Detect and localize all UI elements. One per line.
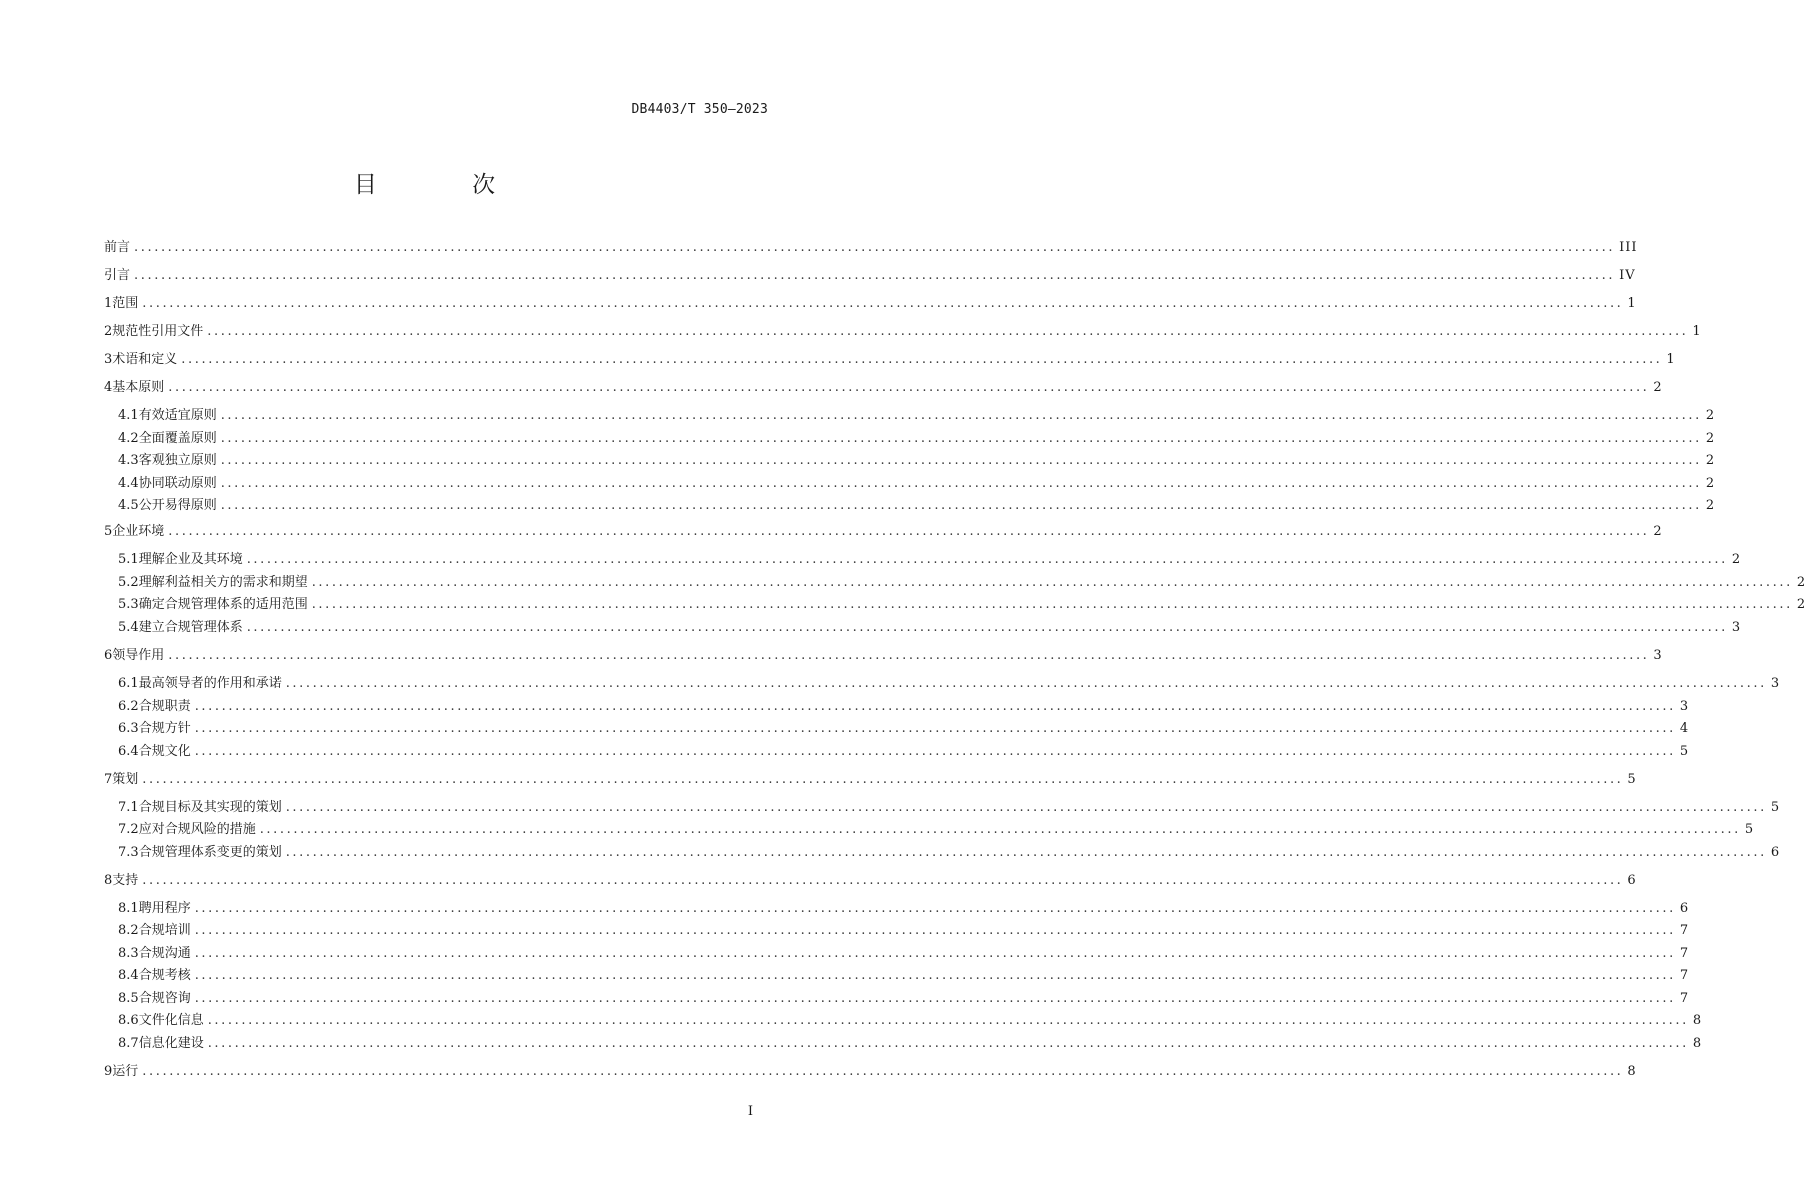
toc-entry[interactable] [104, 520, 1663, 540]
toc-entry-page: 7 [1679, 946, 1690, 961]
toc-entry-number: 9 [104, 1064, 113, 1079]
toc-entry-label: 合规管理体系变更的策划 [138, 845, 282, 860]
toc-dot-leader: ............................................................................................................................................................................................................................ [220, 498, 1702, 513]
toc-entry-page: 1 [1666, 352, 1676, 367]
toc-entry-label: 合规职责 [138, 699, 191, 714]
toc-entry[interactable] [118, 571, 1806, 591]
toc-entry-page: 3 [1679, 699, 1690, 714]
toc-entry-label: 企业环境 [112, 524, 165, 539]
toc-entry[interactable] [118, 919, 1690, 939]
toc-entry-page: 2 [1705, 476, 1716, 491]
toc-entry-label: 确定合规管理体系的适用范围 [138, 597, 308, 612]
toc-entry-page: III [1619, 240, 1638, 255]
toc-entry-label: 运行 [112, 1064, 139, 1079]
toc-dot-leader: ............................................................................................................................................................................................................................ [181, 352, 1663, 367]
toc-entry[interactable] [118, 472, 1716, 492]
toc-entry-label: 协同联动原则 [138, 476, 217, 491]
toc-dot-leader: ............................................................................................................................................................................................................................ [285, 845, 1767, 860]
toc-entry-page: 7 [1679, 923, 1690, 938]
toc-dot-leader: ............................................................................................................................................................................................................................ [142, 873, 1624, 888]
toc-entry-label: 合规沟通 [138, 946, 191, 961]
toc-entry-number: 8 [104, 873, 113, 888]
toc-entry-number: 1 [104, 296, 113, 311]
toc-entry-label: 支持 [112, 873, 139, 888]
toc-entry-page: 2 [1705, 498, 1716, 513]
toc-entry-label: 应对合规风险的措施 [138, 822, 256, 837]
document-code: DB4403/T 350—2023 [631, 102, 768, 117]
toc-entry-number: 5.1 [118, 552, 139, 567]
toc-entry-label: 领导作用 [112, 648, 165, 663]
toc-entry[interactable] [118, 616, 1742, 636]
toc-dot-leader: ............................................................................................................................................................................................................................ [142, 296, 1624, 311]
toc-entry-label: 引言 [104, 268, 131, 283]
toc-entry-label: 合规方针 [138, 721, 191, 736]
toc-entry-label: 策划 [112, 772, 139, 787]
toc-entry-number: 8.3 [118, 946, 139, 961]
toc-dot-leader: ............................................................................................................................................................................................................................ [168, 524, 1650, 539]
toc-entry-page: 7 [1679, 968, 1690, 983]
page-number: I [747, 1104, 753, 1119]
toc-entry[interactable] [118, 717, 1690, 737]
toc-entry-page: 7 [1679, 991, 1690, 1006]
toc-entry-label: 合规目标及其实现的策划 [138, 800, 282, 815]
toc-entry[interactable] [104, 869, 1637, 889]
toc-dot-leader: ............................................................................................................................................................................................................................ [142, 1064, 1624, 1079]
toc-entry-number: 5.2 [118, 575, 139, 590]
toc-dot-leader: ............................................................................................................................................................................................................................ [194, 968, 1676, 983]
toc-entry[interactable] [118, 818, 1755, 838]
toc-entry-label: 理解企业及其环境 [138, 552, 243, 567]
toc-entry[interactable] [104, 1060, 1637, 1080]
toc-dot-leader: ............................................................................................................................................................................................................................ [142, 772, 1624, 787]
toc-entry-label: 建立合规管理体系 [138, 620, 243, 635]
toc-entry[interactable] [104, 292, 1637, 312]
toc-entry[interactable] [118, 942, 1690, 962]
toc-entry[interactable] [118, 1009, 1703, 1029]
toc-entry-page: 5 [1770, 800, 1781, 815]
toc-entry-page: 5 [1679, 744, 1690, 759]
toc-dot-leader: ............................................................................................................................................................................................................................ [194, 721, 1676, 736]
toc-dot-leader: ............................................................................................................................................................................................................................ [194, 991, 1676, 1006]
toc-entry[interactable] [104, 644, 1663, 664]
toc-entry-number: 8.7 [118, 1036, 139, 1051]
toc-entry-number: 7.2 [118, 822, 139, 837]
toc-entry[interactable] [118, 1032, 1703, 1052]
toc-dot-leader: ............................................................................................................................................................................................................................ [194, 744, 1676, 759]
toc-entry-page: 2 [1653, 380, 1663, 395]
toc-entry[interactable] [118, 841, 1781, 861]
toc-entry-label: 信息化建设 [138, 1036, 204, 1051]
toc-entry-page: 5 [1744, 822, 1755, 837]
toc-dot-leader: ............................................................................................................................................................................................................................ [246, 620, 1728, 635]
toc-entry-label: 合规文化 [138, 744, 191, 759]
toc-entry[interactable] [118, 593, 1806, 613]
toc-entry[interactable] [118, 987, 1690, 1007]
toc-entry[interactable] [118, 548, 1742, 568]
toc-entry-page: 1 [1692, 324, 1702, 339]
toc-dot-leader: ............................................................................................................................................................................................................................ [259, 822, 1741, 837]
toc-entry[interactable] [118, 695, 1690, 715]
toc-entry-number: 6 [104, 648, 113, 663]
toc-entry-number: 4.4 [118, 476, 139, 491]
toc-dot-leader: ............................................................................................................................................................................................................................ [285, 800, 1767, 815]
toc-entry-number: 8.1 [118, 901, 139, 916]
toc-dot-leader: ............................................................................................................................................................................................................................ [168, 380, 1650, 395]
toc-entry-page: 6 [1679, 901, 1690, 916]
toc-dot-leader: ............................................................................................................................................................................................................................ [194, 699, 1676, 714]
toc-entry-page: 2 [1731, 552, 1742, 567]
toc-title: 目 次 [353, 172, 540, 198]
toc-entry[interactable] [118, 449, 1716, 469]
toc-entry-page: 2 [1705, 408, 1716, 423]
toc-dot-leader: ............................................................................................................................................................................................................................ [220, 431, 1702, 446]
toc-entry-number: 8.2 [118, 923, 139, 938]
toc-dot-leader: ............................................................................................................................................................................................................................ [311, 597, 1793, 612]
toc-dot-leader: ............................................................................................................................................................................................................................ [194, 901, 1676, 916]
toc-dot-leader: ............................................................................................................................................................................................................................ [220, 453, 1702, 468]
toc-dot-leader: ............................................................................................................................................................................................................................ [194, 923, 1676, 938]
toc-entry-page: 5 [1627, 772, 1637, 787]
toc-entry-number: 7.1 [118, 800, 139, 815]
toc-entry-number: 4.2 [118, 431, 139, 446]
toc-entry-number: 4 [104, 380, 113, 395]
toc-entry-number: 5.3 [118, 597, 139, 612]
toc-entry-page: IV [1619, 268, 1636, 283]
toc-entry-page: 8 [1627, 1064, 1637, 1079]
toc-entry[interactable] [104, 264, 1636, 284]
toc-entry-label: 聘用程序 [138, 901, 191, 916]
toc-entry-number: 6.3 [118, 721, 139, 736]
toc-entry-label: 公开易得原则 [138, 498, 217, 513]
toc-entry[interactable] [104, 236, 1638, 256]
toc-dot-leader: ............................................................................................................................................................................................................................ [285, 676, 1767, 691]
toc-entry[interactable] [104, 768, 1637, 788]
toc-dot-leader: ............................................................................................................................................................................................................................ [220, 408, 1702, 423]
toc-entry-number: 4.3 [118, 453, 139, 468]
toc-entry-number: 2 [104, 324, 113, 339]
toc-entry-label: 合规考核 [138, 968, 191, 983]
toc-entry-number: 3 [104, 352, 113, 367]
toc-entry-label: 文件化信息 [138, 1013, 204, 1028]
toc-entry-label: 合规培训 [138, 923, 191, 938]
toc-entry[interactable] [104, 320, 1702, 340]
toc-entry-number: 5 [104, 524, 113, 539]
toc-entry[interactable] [118, 672, 1781, 692]
toc-entry-number: 8.6 [118, 1013, 139, 1028]
toc-entry-page: 8 [1692, 1036, 1703, 1051]
toc-entry-page: 3 [1731, 620, 1742, 635]
toc-entry-page: 6 [1770, 845, 1781, 860]
toc-entry-label: 最高领导者的作用和承诺 [138, 676, 282, 691]
toc-entry-number: 6.2 [118, 699, 139, 714]
toc-entry[interactable] [104, 348, 1676, 368]
toc-entry-page: 2 [1796, 597, 1806, 612]
toc-dot-leader: ............................................................................................................................................................................................................................ [220, 476, 1702, 491]
toc-entry[interactable] [118, 964, 1690, 984]
toc-dot-leader: ............................................................................................................................................................................................................................ [207, 324, 1689, 339]
toc-entry-page: 2 [1796, 575, 1806, 590]
toc-entry-number: 4.5 [118, 498, 139, 513]
toc-entry-number: 8.4 [118, 968, 139, 983]
toc-entry-page: 3 [1653, 648, 1663, 663]
toc-entry[interactable] [118, 404, 1716, 424]
toc-entry-number: 7 [104, 772, 113, 787]
toc-entry-page: 8 [1692, 1013, 1703, 1028]
toc-dot-leader: ............................................................................................................................................................................................................................ [168, 648, 1650, 663]
toc-entry-label: 术语和定义 [112, 352, 178, 367]
toc-entry[interactable] [118, 494, 1716, 514]
toc-entry-number: 5.4 [118, 620, 139, 635]
toc-entry-page: 6 [1627, 873, 1637, 888]
toc-dot-leader: ............................................................................................................................................................................................................................ [207, 1013, 1689, 1028]
toc-entry[interactable] [104, 376, 1663, 396]
toc-dot-leader: ............................................................................................................................................................................................................................ [246, 552, 1728, 567]
toc-entry[interactable] [118, 796, 1781, 816]
toc-entry-number: 7.3 [118, 845, 139, 860]
toc-entry-label: 前言 [104, 240, 131, 255]
toc-dot-leader: ............................................................................................................................................................................................................................ [134, 240, 1616, 255]
toc-entry-label: 全面覆盖原则 [138, 431, 217, 446]
toc-entry-page: 1 [1627, 296, 1637, 311]
toc-entry-label: 基本原则 [112, 380, 165, 395]
toc-entry-label: 理解利益相关方的需求和期望 [138, 575, 308, 590]
toc-entry-number: 6.1 [118, 676, 139, 691]
toc-entry-number: 6.4 [118, 744, 139, 759]
toc-entry-label: 有效适宜原则 [138, 408, 217, 423]
toc-dot-leader: ............................................................................................................................................................................................................................ [207, 1036, 1689, 1051]
toc-entry[interactable] [118, 427, 1716, 447]
toc-entry-number: 8.5 [118, 991, 139, 1006]
toc-entry-label: 客观独立原则 [138, 453, 217, 468]
toc-dot-leader: ............................................................................................................................................................................................................................ [194, 946, 1676, 961]
toc-entry-page: 3 [1770, 676, 1781, 691]
toc-entry-number: 4.1 [118, 408, 139, 423]
toc-entry[interactable] [118, 897, 1690, 917]
toc-dot-leader: ............................................................................................................................................................................................................................ [311, 575, 1793, 590]
toc-entry[interactable] [118, 740, 1690, 760]
toc-entry-page: 4 [1679, 721, 1690, 736]
toc-entry-label: 范围 [112, 296, 139, 311]
toc-entry-label: 合规咨询 [138, 991, 191, 1006]
toc-entry-label: 规范性引用文件 [112, 324, 204, 339]
toc-dot-leader: ............................................................................................................................................................................................................................ [134, 268, 1616, 283]
toc-entry-page: 2 [1653, 524, 1663, 539]
toc-entry-page: 2 [1705, 431, 1716, 446]
toc-entry-page: 2 [1705, 453, 1716, 468]
